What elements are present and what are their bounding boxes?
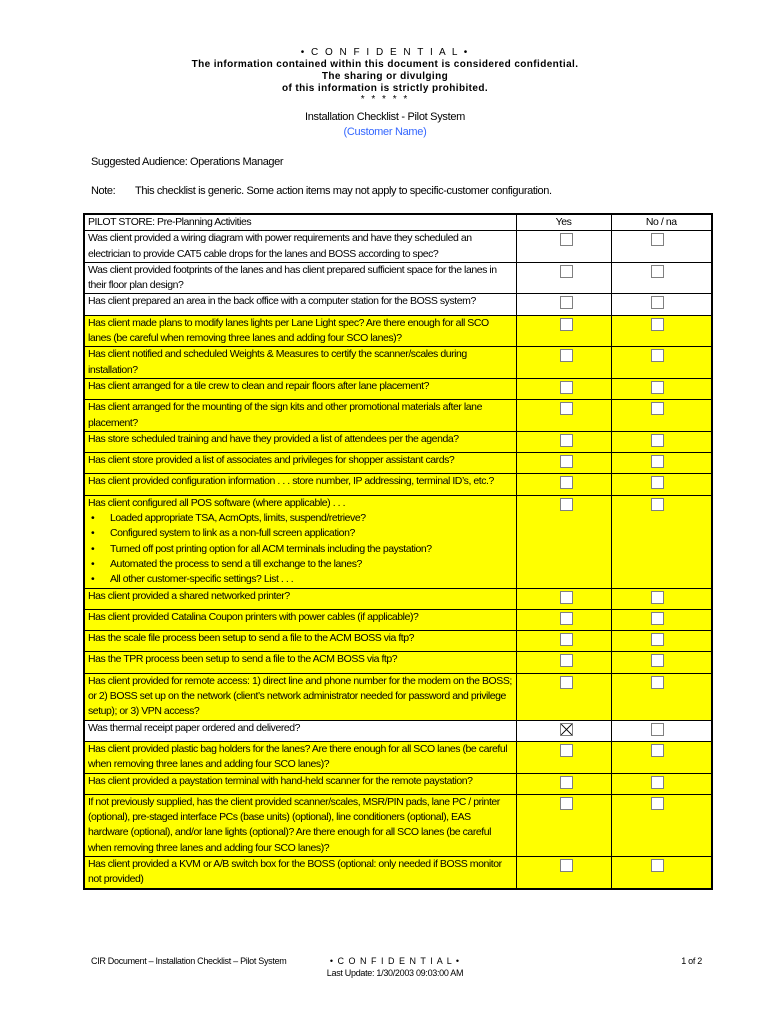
checklist-yes-cell xyxy=(516,588,611,609)
yes-checkbox[interactable] xyxy=(560,859,573,872)
checklist-bullet-item: • Automated the process to send a till exchange to the lanes? xyxy=(110,557,513,572)
no-na-checkbox[interactable] xyxy=(651,402,664,415)
yes-checkbox[interactable] xyxy=(560,296,573,309)
checklist-item xyxy=(84,431,516,452)
checklist-yes-cell xyxy=(516,673,611,720)
yes-checkbox[interactable] xyxy=(560,381,573,394)
checklist-item-text: Has client arranged for the mounting of the sign kits and other promotional materials after lane placement? xyxy=(88,401,482,429)
checklist-item-text: Has client provided configuration information . . . store number, IP addressing, terminal ID’s, etc.? xyxy=(88,475,494,488)
suggested-audience: Suggested Audience: Operations Manager xyxy=(91,156,284,168)
checklist-yes-cell xyxy=(516,741,611,773)
checklist-header-yes: Yes xyxy=(516,214,611,231)
checklist-row xyxy=(84,652,712,673)
checklist-yes-cell xyxy=(516,378,611,399)
confidential-notice-line2: The sharing or divulging xyxy=(321,71,449,82)
checklist-row xyxy=(84,794,712,856)
checklist-yes-cell xyxy=(516,609,611,630)
checklist-row xyxy=(84,378,712,399)
checklist-item xyxy=(84,794,516,856)
checklist-row xyxy=(84,588,712,609)
checklist-yes-cell xyxy=(516,315,611,347)
checklist-item-text: Has client made plans to modify lanes lights per Lane Light spec? Are there enough for all SCO lanes (be careful when removing three lanes and adding four SCO lanes)? xyxy=(88,316,489,345)
checklist-no-cell xyxy=(611,652,712,673)
footer-document-name: CIR Document – Installation Checklist – Pilot System xyxy=(91,956,287,966)
checklist-no-cell xyxy=(611,588,712,609)
checklist-item-text: Has client provided Catalina Coupon printers with power cables (if applicable)? xyxy=(88,610,419,623)
checklist-item xyxy=(84,856,516,888)
checklist-item xyxy=(84,720,516,741)
checklist-yes-cell xyxy=(516,773,611,794)
checklist-header-row xyxy=(84,214,712,231)
yes-checkbox[interactable] xyxy=(560,233,573,246)
yes-checkbox[interactable] xyxy=(560,434,573,447)
checklist-item-text: Was client provided footprints of the lanes and has client prepared sufficient space for the lanes in their floor plan design? xyxy=(88,263,497,292)
no-na-checkbox[interactable] xyxy=(651,296,664,309)
checklist-item xyxy=(84,495,516,588)
no-na-checkbox[interactable] xyxy=(651,591,664,604)
yes-checkbox[interactable] xyxy=(560,654,573,667)
checklist-bullet-list xyxy=(88,511,513,587)
checklist-no-cell xyxy=(611,773,712,794)
checklist-no-cell xyxy=(611,673,712,720)
checklist-no-cell xyxy=(611,347,712,379)
checklist-yes-cell xyxy=(516,347,611,379)
checklist-item xyxy=(84,588,516,609)
footer-confidential: • C O N F I D E N T I A L • xyxy=(329,956,461,966)
no-na-checkbox[interactable] xyxy=(651,476,664,489)
checklist-item-text: Was thermal receipt paper ordered and delivered? xyxy=(88,721,301,734)
yes-checkbox[interactable] xyxy=(560,744,573,757)
checklist-no-cell xyxy=(611,720,712,741)
no-na-checkbox[interactable] xyxy=(651,797,664,810)
yes-checkbox[interactable] xyxy=(560,498,573,511)
checklist-item xyxy=(84,741,516,773)
checklist-item-text: Has client arranged for a tile crew to clean and repair floors after lane placement? xyxy=(88,379,429,392)
checklist-row xyxy=(84,453,712,474)
checklist-bullet-item: • Turned off post printing option for all ACM terminals including the paystation? xyxy=(110,542,513,557)
checklist-no-cell xyxy=(611,431,712,452)
checklist-item-text: Has the scale file process been setup to send a file to the ACM BOSS via ftp? xyxy=(88,632,415,645)
yes-checkbox[interactable] xyxy=(560,455,573,468)
confidential-banner: • C O N F I D E N T I A L • xyxy=(300,47,470,58)
customer-name: (Customer Name) xyxy=(343,126,427,138)
no-na-checkbox[interactable] xyxy=(651,723,664,736)
checklist-yes-cell xyxy=(516,794,611,856)
checklist-no-cell xyxy=(611,231,712,263)
checklist-header-item: PILOT STORE: Pre-Planning Activities xyxy=(84,214,516,231)
checklist-item xyxy=(84,652,516,673)
checklist-yes-cell xyxy=(516,453,611,474)
checklist-row xyxy=(84,231,712,263)
checklist-item-text: Was client provided a wiring diagram with power requirements and have they scheduled an electrician to provide CAT5 cable drops for the lanes and BOSS according to spec? xyxy=(88,232,472,260)
no-na-checkbox[interactable] xyxy=(651,349,664,362)
checklist-no-cell xyxy=(611,609,712,630)
checklist-header-no: No / na xyxy=(611,214,712,231)
checklist-no-cell xyxy=(611,856,712,888)
checklist-item xyxy=(84,474,516,495)
checklist-yes-cell xyxy=(516,652,611,673)
note-text: This checklist is generic. Some action items may not apply to specific-customer configuration. xyxy=(135,185,552,197)
yes-checkbox[interactable] xyxy=(560,402,573,415)
checklist-yes-cell xyxy=(516,631,611,652)
checklist-row xyxy=(84,741,712,773)
yes-checkbox[interactable] xyxy=(560,349,573,362)
no-na-checkbox[interactable] xyxy=(651,434,664,447)
checklist-yes-cell xyxy=(516,294,611,315)
checklist-row xyxy=(84,474,712,495)
checklist-row xyxy=(84,262,712,294)
no-na-checkbox[interactable] xyxy=(651,233,664,246)
no-na-checkbox[interactable] xyxy=(651,776,664,789)
confidential-notice-line1: The information contained within this document is considered confidential. xyxy=(191,59,579,70)
checklist-row xyxy=(84,400,712,432)
no-na-checkbox[interactable] xyxy=(651,455,664,468)
checklist-row xyxy=(84,347,712,379)
checklist-no-cell xyxy=(611,794,712,856)
checklist-item-text: Has client provided a KVM or A/B switch box for the BOSS (optional: only needed if BOSS monitor not provided) xyxy=(88,857,502,886)
checklist-item-text: Has client notified and scheduled Weights & Measures to certify the scanner/scales during installation? xyxy=(88,348,467,376)
no-na-checkbox[interactable] xyxy=(651,633,664,646)
checklist-item-text: If not previously supplied, has the client provided scanner/scales, MSR/PIN pads, lane PC / printer (optional), pre-staged interface PCs (base units) (optional), line conditioners (optional), EAS hardware (optional), and/or lane lights (optional)? Are there enough for all SCO lanes (be careful when removing three lanes and adding four SCO lanes)? xyxy=(88,795,500,854)
checklist-no-cell xyxy=(611,474,712,495)
yes-checkbox[interactable] xyxy=(560,591,573,604)
checklist-row xyxy=(84,720,712,741)
checklist-no-cell xyxy=(611,631,712,652)
checklist-row xyxy=(84,773,712,794)
checklist-item-text: Has client prepared an area in the back office with a computer station for the BOSS system? xyxy=(88,295,476,308)
checklist-yes-cell xyxy=(516,431,611,452)
checklist-item xyxy=(84,631,516,652)
checklist-item xyxy=(84,347,516,379)
footer-last-update: Last Update: 1/30/2003 09:03:00 AM xyxy=(326,968,464,978)
no-na-checkbox[interactable] xyxy=(651,498,664,511)
checklist-item xyxy=(84,294,516,315)
checklist-yes-cell xyxy=(516,495,611,588)
yes-checkbox[interactable] xyxy=(560,265,573,278)
checklist-item-text: Has client store provided a list of associates and privileges for shopper assistant cards? xyxy=(88,454,455,467)
no-na-checkbox[interactable] xyxy=(651,265,664,278)
yes-checkbox[interactable] xyxy=(560,676,573,689)
yes-checkbox[interactable] xyxy=(560,476,573,489)
checklist-item-text: Has store scheduled training and have they provided a list of attendees per the agenda? xyxy=(88,432,459,445)
no-na-checkbox[interactable] xyxy=(651,654,664,667)
checklist-yes-cell xyxy=(516,262,611,294)
checklist-item xyxy=(84,400,516,432)
checklist-yes-cell xyxy=(516,400,611,432)
checklist-no-cell xyxy=(611,741,712,773)
checklist-row xyxy=(84,294,712,315)
no-na-checkbox[interactable] xyxy=(651,859,664,872)
checklist-item xyxy=(84,453,516,474)
checklist-yes-cell xyxy=(516,231,611,263)
checklist-item xyxy=(84,609,516,630)
checklist-row xyxy=(84,495,712,588)
checklist-row xyxy=(84,631,712,652)
note-label: Note: xyxy=(91,185,116,197)
checklist-yes-cell xyxy=(516,474,611,495)
no-na-checkbox[interactable] xyxy=(651,381,664,394)
checklist-row xyxy=(84,856,712,888)
checklist-item xyxy=(84,378,516,399)
checklist-item xyxy=(84,773,516,794)
checklist-bullet-item: • Configured system to link as a non-full screen application? xyxy=(110,526,513,541)
stars-separator: * * * * * xyxy=(360,94,410,105)
no-na-checkbox[interactable] xyxy=(651,676,664,689)
checklist-no-cell xyxy=(611,495,712,588)
footer-page-number: 1 of 2 xyxy=(681,956,702,966)
yes-checkbox[interactable] xyxy=(560,318,573,331)
yes-checkbox[interactable] xyxy=(560,723,573,736)
checklist-no-cell xyxy=(611,315,712,347)
checklist-yes-cell xyxy=(516,720,611,741)
checklist-item-text: Has client provided for remote access: 1) direct line and phone number for the modem on the BOSS; or 2) BOSS set up on the network (client’s network administrator needed for password and privilege setup); or 3) VPN access? xyxy=(88,674,512,718)
yes-checkbox[interactable] xyxy=(560,633,573,646)
checklist-row xyxy=(84,609,712,630)
document-title: Installation Checklist - Pilot System xyxy=(304,111,466,123)
no-na-checkbox[interactable] xyxy=(651,612,664,625)
no-na-checkbox[interactable] xyxy=(651,318,664,331)
checklist-item xyxy=(84,315,516,347)
checklist-no-cell xyxy=(611,262,712,294)
checklist-item-text: Has client provided a shared networked printer? xyxy=(88,589,290,602)
checklist-no-cell xyxy=(611,400,712,432)
checklist-yes-cell xyxy=(516,856,611,888)
checklist-item-text: Has client configured all POS software (where applicable) . . . xyxy=(88,496,346,509)
checklist-row xyxy=(84,431,712,452)
checklist-no-cell xyxy=(611,294,712,315)
checklist-item xyxy=(84,262,516,294)
yes-checkbox[interactable] xyxy=(560,797,573,810)
checklist-item-text: Has client provided a paystation terminal with hand-held scanner for the remote paystation? xyxy=(88,774,473,787)
no-na-checkbox[interactable] xyxy=(651,744,664,757)
checklist-item xyxy=(84,231,516,263)
checklist-no-cell xyxy=(611,453,712,474)
checklist-row xyxy=(84,315,712,347)
checklist-row xyxy=(84,673,712,720)
yes-checkbox[interactable] xyxy=(560,612,573,625)
checklist-bullet-item: • All other customer-specific settings? List . . . xyxy=(110,572,513,587)
checklist-table xyxy=(83,213,713,890)
checklist-item xyxy=(84,673,516,720)
confidential-notice-line3: of this information is strictly prohibited. xyxy=(281,83,489,94)
checklist-item-text: Has client provided plastic bag holders for the lanes? Are there enough for all SCO lanes (be careful when removing three lanes and adding four SCO lanes)? xyxy=(88,742,508,771)
checklist-bullet-item: • Loaded appropriate TSA, AcmOpts, limits, suspend/retrieve? xyxy=(110,511,513,526)
checklist-no-cell xyxy=(611,378,712,399)
checklist-item-text: Has the TPR process been setup to send a file to the ACM BOSS via ftp? xyxy=(88,653,398,666)
yes-checkbox[interactable] xyxy=(560,776,573,789)
